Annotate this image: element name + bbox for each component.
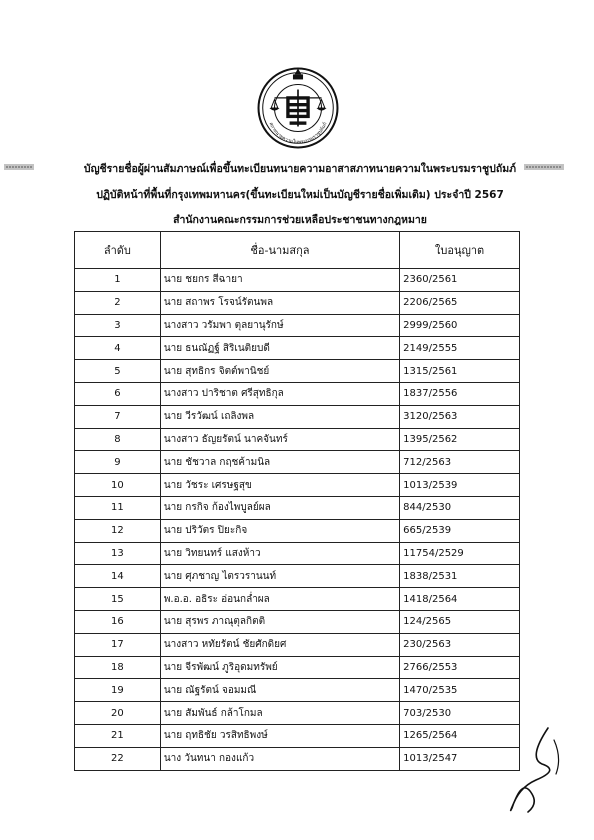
row-number: 15 (75, 588, 161, 611)
row-license: 1395/2562 (400, 428, 520, 451)
row-license: 2149/2555 (400, 337, 520, 360)
row-number: 3 (75, 314, 161, 337)
row-name: นาย วัชระ เศรษฐสุข (160, 474, 399, 497)
row-name: นาย ชัชวาล กฤชค้ามนิล (160, 451, 399, 474)
row-number: 10 (75, 474, 161, 497)
row-number: 9 (75, 451, 161, 474)
table-row (75, 724, 520, 747)
row-license: 2766/2553 (400, 656, 520, 679)
row-name: นาย สถาพร โรจน์รัตนพล (160, 291, 399, 314)
row-number: 22 (75, 747, 161, 770)
row-name: นาย สุรพร ภาณุตุลกิตติ (160, 610, 399, 633)
row-license: 1265/2564 (400, 724, 520, 747)
table-row (75, 269, 520, 292)
row-name: นางสาว ปาริชาต ศรีสุทธิกุล (160, 382, 399, 405)
row-name: นาย ฤทธิชัย วรสิทธิพงษ์ (160, 724, 399, 747)
row-number: 12 (75, 519, 161, 542)
row-name: นาย ธนณัฏฐ์ สิริเนติยบดี (160, 337, 399, 360)
table-row (75, 747, 520, 770)
row-number: 8 (75, 428, 161, 451)
row-number: 14 (75, 565, 161, 588)
table-row (75, 679, 520, 702)
row-license: 844/2530 (400, 496, 520, 519)
row-name: นาย กรกิจ ก้องไพบูลย์ผล (160, 496, 399, 519)
row-number: 5 (75, 360, 161, 383)
table-row (75, 451, 520, 474)
table-row (75, 496, 520, 519)
row-name: นาย วิทยนทร์ แสงห้าว (160, 542, 399, 565)
table-row (75, 428, 520, 451)
row-number: 21 (75, 724, 161, 747)
row-number: 4 (75, 337, 161, 360)
row-license: 2206/2565 (400, 291, 520, 314)
table-row (75, 291, 520, 314)
table-row (75, 588, 520, 611)
row-name: นาย ศุภชาญ ไตรวรานนท์ (160, 565, 399, 588)
row-number: 20 (75, 702, 161, 725)
row-license: 665/2539 (400, 519, 520, 542)
row-license: 1418/2564 (400, 588, 520, 611)
row-number: 16 (75, 610, 161, 633)
table-row (75, 314, 520, 337)
row-license: 1315/2561 (400, 360, 520, 383)
row-number: 18 (75, 656, 161, 679)
row-name: นางสาว ธัญยรัตน์ นาคจันทร์ (160, 428, 399, 451)
svg-text:สภาทนายความในพระบรมราชูปถัมภ์: สภาทนายความในพระบรมราชูปถัมภ์ (267, 121, 329, 146)
row-license: 2999/2560 (400, 314, 520, 337)
row-license: 1013/2547 (400, 747, 520, 770)
table-row (75, 360, 520, 383)
row-name: นาง วันทนา กองแก้ว (160, 747, 399, 770)
row-license: 11754/2529 (400, 542, 520, 565)
table-row (75, 633, 520, 656)
row-name: นาย ปริวัตร ปิยะกิจ (160, 519, 399, 542)
row-name: นางสาว วรัมพา ตุลยานุรักษ์ (160, 314, 399, 337)
table-row (75, 474, 520, 497)
table-row (75, 610, 520, 633)
document-subtitle: ปฏิบัติหน้าที่พื้นที่กรุงเทพมหานคร(ขึ้นทะเบียนใหม่เป็นบัญชีรายชื่อเพิ่มเติม) ประจำปี 2567 (96, 189, 504, 201)
row-name: นางสาว หทัยรัตน์ ชัยศักดิยศ (160, 633, 399, 656)
row-number: 13 (75, 542, 161, 565)
row-license: 2360/2561 (400, 269, 520, 292)
column-header-license: ใบอนุญาต (400, 232, 520, 269)
row-name: นาย วีรวัฒน์ เถลิงพล (160, 405, 399, 428)
row-number: 19 (75, 679, 161, 702)
row-name: นาย ณัฐรัตน์ จอมมณี (160, 679, 399, 702)
row-license: 1013/2539 (400, 474, 520, 497)
scan-artifact (4, 162, 34, 172)
row-number: 6 (75, 382, 161, 405)
table-header-row (75, 232, 520, 269)
row-number: 1 (75, 269, 161, 292)
council-seal-icon (256, 66, 340, 150)
row-name: นาย สุทธิกร จิตต์พานิชย์ (160, 360, 399, 383)
document-title: บัญชีรายชื่อผู้ผ่านสัมภาษณ์เพื่อขึ้นทะเบียนทนายความอาสาสภาทนายความในพระบรมราชูปถัมภ์ (83, 163, 517, 175)
row-license: 703/2530 (400, 702, 520, 725)
row-name: นาย จีรพัฒน์ ภูริอุดมทรัพย์ (160, 656, 399, 679)
handwritten-signature-icon (498, 718, 568, 818)
row-license: 1470/2535 (400, 679, 520, 702)
row-name: นาย สัมพันธ์ กล้าโกมล (160, 702, 399, 725)
row-license: 1838/2531 (400, 565, 520, 588)
table-row (75, 702, 520, 725)
row-number: 2 (75, 291, 161, 314)
table-row (75, 565, 520, 588)
column-header-number: ลำดับ (75, 232, 161, 269)
table-row (75, 382, 520, 405)
row-license: 124/2565 (400, 610, 520, 633)
row-number: 11 (75, 496, 161, 519)
lawyer-list-table (74, 231, 520, 771)
row-number: 7 (75, 405, 161, 428)
table-row (75, 656, 520, 679)
row-license: 1837/2556 (400, 382, 520, 405)
row-license: 3120/2563 (400, 405, 520, 428)
column-header-name: ชื่อ-นามสกุล (160, 232, 399, 269)
row-number: 17 (75, 633, 161, 656)
row-license: 230/2563 (400, 633, 520, 656)
table-row (75, 542, 520, 565)
document-office: สำนักงานคณะกรรมการช่วยเหลือประชาชนทางกฎหมาย (173, 214, 427, 226)
row-license: 712/2563 (400, 451, 520, 474)
table-row (75, 337, 520, 360)
row-name: พ.อ.อ. อธิระ อ่อนกล่ำผล (160, 588, 399, 611)
table-row (75, 519, 520, 542)
table-row (75, 405, 520, 428)
row-name: นาย ชยกร สีฉายา (160, 269, 399, 292)
